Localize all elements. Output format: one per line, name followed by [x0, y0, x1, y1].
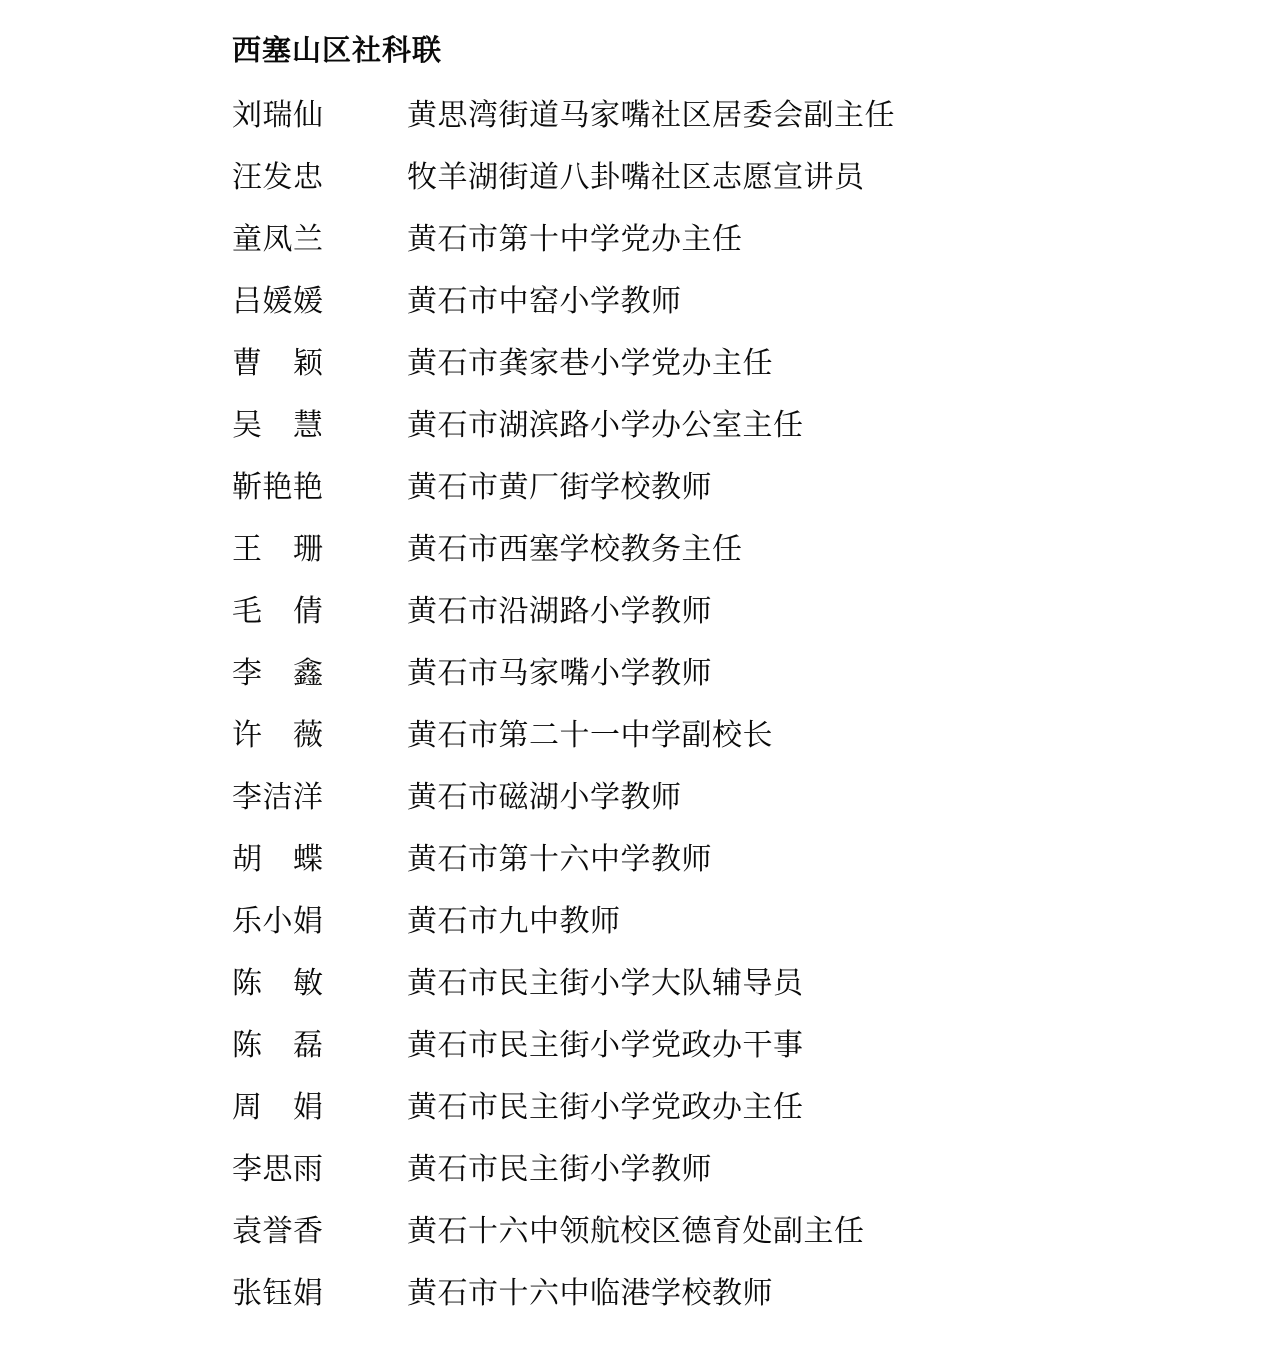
entry-name: 许 薇 — [232, 717, 324, 753]
entry-name: 曹 颖 — [232, 345, 324, 381]
entry-role: 黄石市民主街小学大队辅导员 — [407, 965, 804, 1001]
entry-role: 黄石市中窑小学教师 — [407, 283, 682, 319]
entry-name: 胡 蝶 — [232, 841, 324, 877]
entry-role: 黄思湾街道马家嘴社区居委会副主任 — [407, 97, 895, 133]
list-item — [232, 271, 1280, 333]
page-title: 西塞山区社科联 — [232, 33, 443, 67]
list-item — [232, 333, 1280, 395]
list-item — [232, 953, 1280, 1015]
list-item — [232, 395, 1280, 457]
entry-role: 黄石市西塞学校教务主任 — [407, 531, 743, 567]
entry-role: 黄石市九中教师 — [407, 903, 621, 939]
entry-name: 吕媛媛 — [232, 283, 324, 319]
entry-list — [0, 85, 1280, 1325]
entry-name: 陈 磊 — [232, 1027, 324, 1063]
list-item — [232, 1015, 1280, 1077]
list-item — [232, 829, 1280, 891]
list-item — [232, 209, 1280, 271]
list-item — [232, 519, 1280, 581]
list-item — [232, 705, 1280, 767]
entry-role: 黄石市湖滨路小学办公室主任 — [407, 407, 804, 443]
entry-name: 乐小娟 — [232, 903, 324, 939]
entry-name: 汪发忠 — [232, 159, 324, 195]
list-item — [232, 1077, 1280, 1139]
entry-name: 陈 敏 — [232, 965, 324, 1001]
entry-name: 童凤兰 — [232, 221, 324, 257]
entry-role: 黄石市龚家巷小学党办主任 — [407, 345, 773, 381]
entry-name: 吴 慧 — [232, 407, 324, 443]
list-item — [232, 891, 1280, 953]
entry-role: 黄石市民主街小学党政办干事 — [407, 1027, 804, 1063]
entry-role: 黄石市民主街小学教师 — [407, 1151, 712, 1187]
entry-name: 袁誉香 — [232, 1213, 324, 1249]
list-item — [232, 85, 1280, 147]
entry-name: 李 鑫 — [232, 655, 324, 691]
entry-name: 李思雨 — [232, 1151, 324, 1187]
entry-name: 周 娟 — [232, 1089, 324, 1125]
entry-name: 李洁洋 — [232, 779, 324, 815]
entry-name: 靳艳艳 — [232, 469, 324, 505]
entry-role: 黄石市沿湖路小学教师 — [407, 593, 712, 629]
entry-role: 黄石市第十六中学教师 — [407, 841, 712, 877]
entry-name: 刘瑞仙 — [232, 97, 324, 133]
list-item — [232, 457, 1280, 519]
entry-name: 王 珊 — [232, 531, 324, 567]
list-item — [232, 1201, 1280, 1263]
list-item — [232, 643, 1280, 705]
list-item — [232, 767, 1280, 829]
list-item — [232, 581, 1280, 643]
entry-role: 牧羊湖街道八卦嘴社区志愿宣讲员 — [407, 159, 865, 195]
list-item — [232, 147, 1280, 209]
entry-role: 黄石市第二十一中学副校长 — [407, 717, 773, 753]
entry-role: 黄石市十六中临港学校教师 — [407, 1275, 773, 1311]
entry-name: 毛 倩 — [232, 593, 324, 629]
entry-role: 黄石市马家嘴小学教师 — [407, 655, 712, 691]
entry-role: 黄石十六中领航校区德育处副主任 — [407, 1213, 865, 1249]
entry-role: 黄石市黄厂街学校教师 — [407, 469, 712, 505]
entry-role: 黄石市第十中学党办主任 — [407, 221, 743, 257]
entry-name: 张钰娟 — [232, 1275, 324, 1311]
entry-role: 黄石市磁湖小学教师 — [407, 779, 682, 815]
entry-role: 黄石市民主街小学党政办主任 — [407, 1089, 804, 1125]
list-item — [232, 1263, 1280, 1325]
list-item — [232, 1139, 1280, 1201]
